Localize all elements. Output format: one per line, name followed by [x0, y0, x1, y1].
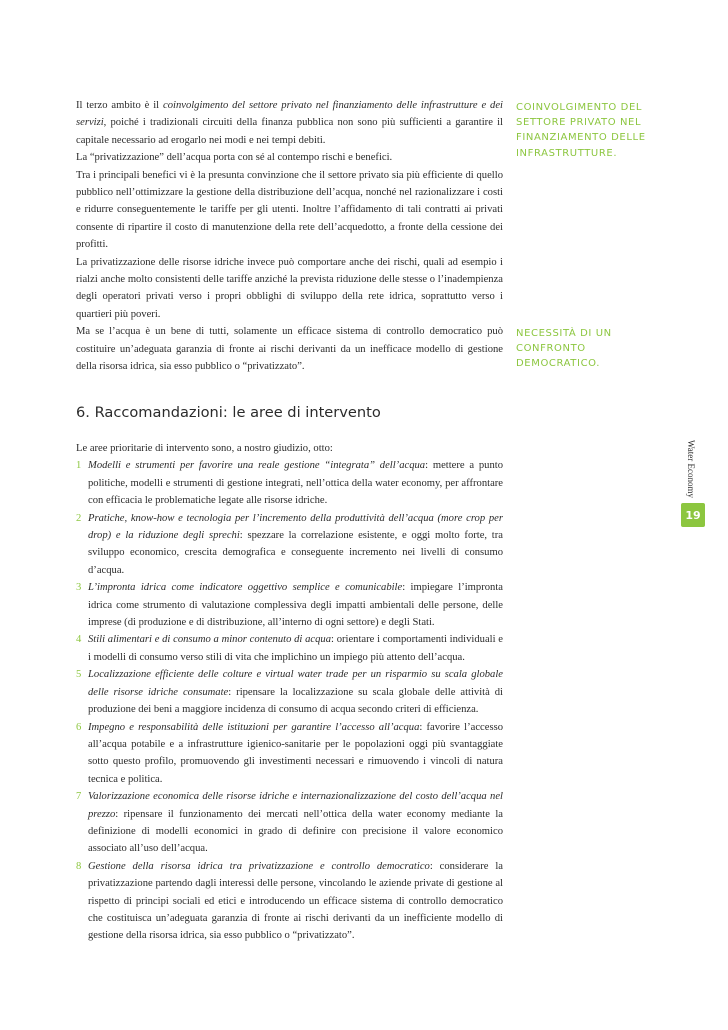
emphasis-text: Localizzazione efficiente delle colture e virtual water trade per un risparmio su scala globale delle risorse idriche consumate [88, 669, 503, 698]
running-title-text: Water Economy [686, 439, 696, 498]
recommendation-item [76, 457, 503, 509]
emphasis-text: L’impronta idrica come indicatore oggettivo semplice e comunicabile [88, 582, 403, 594]
text-run: Tra i principali benefici vi è la presunta convinzione che il settore privato sia più efficiente di quello pubblico nell’ottimizzare la gestione della distribuzione dell’acqua, nonché nel razionalizzare i costi e ridurre conseguentemente le tariffe per gli utenti. Inoltre l’affidamento di tali contratti ai privati consente di ripartire il costo di manutenzione della rete dell’acquedotto, a fronte della cessione dei profitti. [76, 169, 503, 251]
emphasis-text: Gestione della risorsa idrica tra privatizzazione e controllo democratico [88, 860, 430, 872]
text-run: Ma se l’acqua è un bene di tutti, solamente un efficace sistema di controllo democratico può costituire un’adeguata garanzia di fronte ai rischi derivanti da un inefficace modello di gestione della risorsa idrica, sia esso pubblico o “privatizzato”. [76, 326, 503, 373]
text-run: : favorire l’accesso all’acqua potabile e a infrastrutture igienico-sanitarie per le popolazioni oggi più svantaggiate sotto questo profilo, promuovendo gli investimenti necessari e rimuovendo i vincoli di natura tecnica e politica. [88, 721, 503, 785]
text-run: , poiché i tradizionali circuiti della finanza pubblica non sono più sufficienti a garantire il capitale necessario ad erogarlo nei modi e nei tempi debiti. [76, 117, 503, 146]
emphasis-text: Stili alimentari e di consumo a minor contenuto di acqua [88, 634, 332, 646]
intro-text [76, 97, 503, 376]
recommendation-item [76, 719, 503, 789]
intro-paragraph [76, 167, 503, 254]
text-run: La privatizzazione delle risorse idriche invece può comportare anche dei rischi, quali ad esempio i rialzi anche molto consistenti delle tariffe anziché la prevista riduzione delle stesse o l’inadempienza degli operatori privati verso i propri obblighi di sviluppo della rete idrica, soprattutto verso i quartieri più poveri. [76, 256, 503, 320]
text-run: : considerare la privatizzazione partendo dagli interessi delle persone, vincolando le aziende private di gestione al rispetto di principi sociali ed etici e introducendo un efficace sistema di controllo democratico che costituisca un’adeguata garanzia di fronte ai rischi derivanti da un inefficiente modello di gestione della risorsa idrica, sia esso pubblico o “privatizzato”. [88, 860, 503, 942]
recommendation-number: 7 [76, 791, 82, 803]
recommendations-block [76, 440, 503, 945]
recommendation-number: 3 [76, 582, 82, 594]
text-run: : mettere a punto politiche, modelli e strumenti di gestione integrati, nell’ottica della water economy, per affrontare con efficacia le problematiche legate alle risorse idriche. [88, 460, 504, 507]
text-run: : ripensare la localizzazione su scala globale delle attività di produzione dei beni a maggiore incidenza di consumo di acqua secondo criteri di efficienza. [88, 686, 503, 716]
recommendation-number: 8 [76, 860, 82, 872]
text-run: : spezzare la correlazione esistente, e oggi molto forte, tra sviluppo economico, crescita demografica e conseguente incremento nei livelli di consumo d’acqua. [88, 530, 503, 576]
intro-paragraph [76, 323, 503, 375]
emphasis-text: Impegno e responsabilità delle istituzioni per garantire l’accesso all’acqua [88, 721, 420, 733]
intro-paragraph [76, 97, 503, 149]
recommendation-number: 4 [76, 634, 82, 646]
emphasis-text: Valorizzazione economica delle risorse idriche e internazionalizzazione del costo dell’acqua nel prezzo [88, 791, 503, 820]
page-number-badge: 19 [681, 503, 705, 527]
recommendation-item [76, 510, 503, 580]
recommendation-number: 2 [76, 512, 82, 524]
recommendation-item [76, 858, 503, 945]
emphasis-text: Modelli e strumenti per favorire una reale gestione “integrata” dell’acqua [88, 460, 426, 472]
recommendation-item [76, 579, 503, 631]
recommendation-number: 6 [76, 721, 82, 733]
recommendation-item [76, 631, 503, 666]
emphasis-text: coinvolgimento del settore privato nel finanziamento delle infrastrutture e dei servizi [76, 100, 503, 129]
sidenote-private-sector: COINVOLGIMENTO DEL SETTORE PRIVATO NEL FINANZIAMENTO DELLE INFRASTRUTTURE. [516, 102, 646, 159]
recommendation-item [76, 788, 503, 858]
text-run: : orientare i comportamenti individuali e i modelli di consumo verso stili di vita che implichino un impiego più attento dell’acqua. [88, 634, 503, 663]
emphasis-text: Pratiche, know-how e tecnologia per l’incremento della produttività dell’acqua (more crop per drop) e la riduzione degli sprechi [88, 512, 503, 542]
recommendations-list [76, 457, 503, 944]
intro-paragraph [76, 254, 503, 324]
running-title [681, 434, 701, 504]
recommendation-item [76, 666, 503, 718]
recommendation-number: 1 [76, 460, 82, 472]
section-heading: 6. Raccomandazioni: le aree di intervento [76, 404, 381, 421]
recommendation-number: 5 [76, 669, 82, 681]
recommendations-lead: Le aree prioritarie di intervento sono, a nostro giudizio, otto: [76, 443, 333, 454]
sidenote-democratic: NECESSITÀ DI UN CONFRONTO DEMOCRATICO. [516, 328, 612, 370]
intro-paragraph [76, 149, 503, 166]
text-run: : impiegare l’impronta idrica come strumento di valutazione complessiva degli impatti ambientali delle persone, delle imprese (di produzione e di distribuzione, all’interno di ogni settore) e degli Stati. [88, 582, 503, 629]
text-run: La “privatizzazione” dell’acqua porta con sé al contempo rischi e benefici. [76, 152, 393, 164]
text-run: : ripensare il funzionamento dei mercati nell’ottica della water economy mediante la definizione di modelli economici in grado di definire con precisione il valore economico associato all’uso dell’acqua. [88, 808, 503, 855]
text-run: Il terzo ambito è il [76, 100, 163, 111]
